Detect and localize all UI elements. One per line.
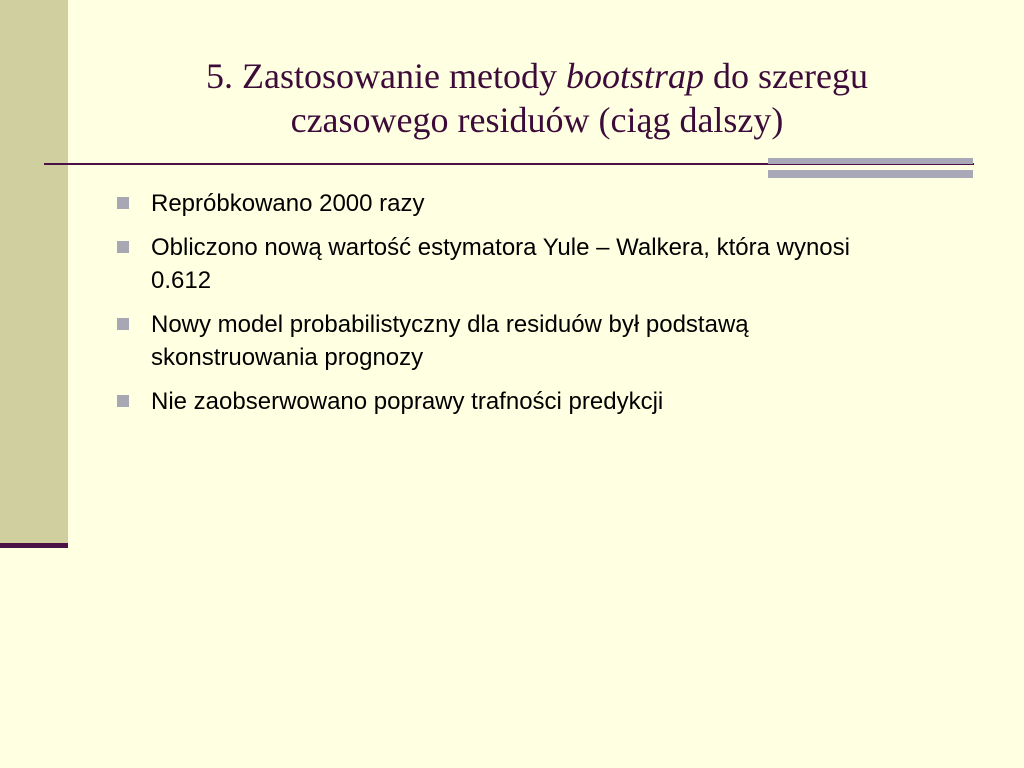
title-prefix: 5. Zastosowanie metody xyxy=(206,56,566,96)
title-italic-term: bootstrap xyxy=(565,56,705,96)
bullet-item xyxy=(114,187,904,220)
square-bullet-icon xyxy=(117,318,129,330)
bullet-text: Nowy model probabilistyczny dla residuów był podstawą skonstruowania prognozy xyxy=(151,311,749,371)
bullet-item xyxy=(114,231,904,297)
square-bullet-icon xyxy=(117,241,129,253)
title-suffix: do szeregu xyxy=(704,56,868,96)
bullet-text: Obliczono nową wartość estymatora Yule – Walkera, która wynosi 0.612 xyxy=(151,234,850,294)
bullet-item xyxy=(114,385,904,418)
side-band xyxy=(0,0,68,546)
square-bullet-icon xyxy=(117,395,129,407)
bullet-list xyxy=(114,187,904,429)
bullet-text: Repróbkowano 2000 razy xyxy=(151,190,425,217)
bullet-item xyxy=(114,308,904,374)
square-bullet-icon xyxy=(117,197,129,209)
accent-bar-top xyxy=(768,158,973,164)
side-band-rule xyxy=(0,543,68,548)
bullet-text: Nie zaobserwowano poprawy trafności predykcji xyxy=(151,388,664,415)
slide-title xyxy=(75,54,999,142)
accent-bar-bottom xyxy=(768,170,973,178)
title-line-2: czasowego residuów (ciąg dalszy) xyxy=(290,100,784,140)
